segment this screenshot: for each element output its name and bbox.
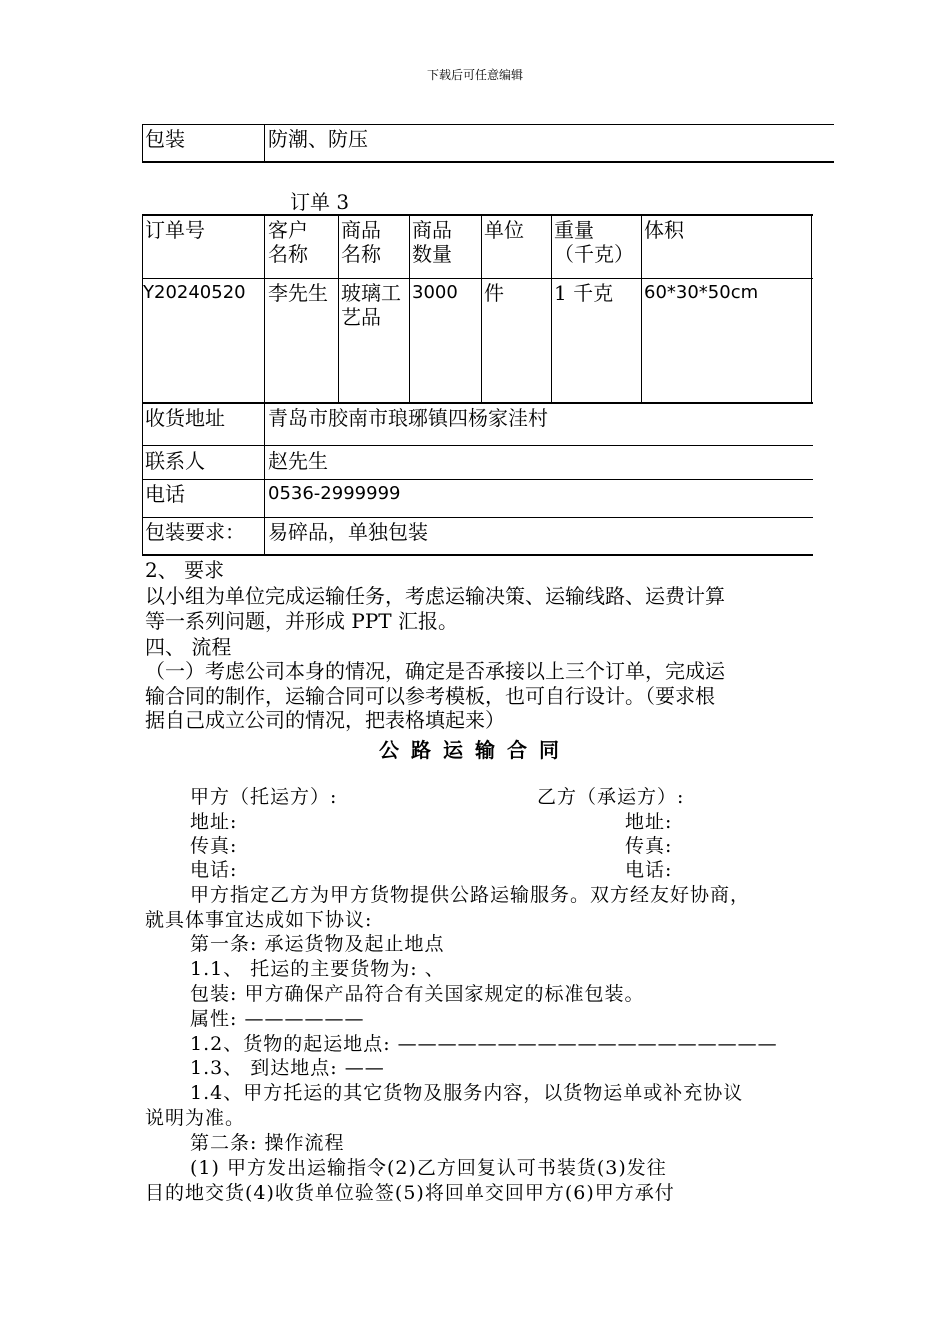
flow-steps-1: (1) 甲方发出运输指令(2)乙方回复认可书装货(3)发往: [190, 1157, 667, 1179]
contact-label: 联系人: [145, 449, 205, 473]
flow-text-1: （一）考虑公司本身的情况，确定是否承接以上三个订单，完成运: [145, 659, 725, 683]
article-1-heading: 第一条: 承运货物及起止地点: [190, 933, 445, 955]
order-caption: 订单 3: [290, 190, 350, 214]
packaging-value: 防潮、防压: [268, 127, 368, 151]
cell-customer: 李先生: [268, 281, 328, 305]
cell-weight: 1 千克: [554, 281, 614, 305]
clause-1-2: 1.2、货物的起运地点: ———————————————————: [190, 1033, 778, 1055]
contract-intro-1: 甲方指定乙方为甲方货物提供公路运输服务。双方经友好协商，: [190, 884, 751, 906]
cell-quantity: 3000: [412, 282, 458, 303]
cell-volume: 60*30*50cm: [644, 282, 759, 303]
requirements-text-1: 以小组为单位完成运输任务，考虑运输决策、运输线路、运费计算: [145, 584, 725, 608]
col-weight: 重量 （千克）: [554, 218, 634, 266]
clause-1-4-a: 1.4、甲方托运的其它货物及服务内容，以货物运单或补充协议: [190, 1082, 744, 1104]
requirements-text-2: 等一系列问题，并形成 PPT 汇报。: [145, 609, 458, 633]
party-b-label: 乙方（承运方）:: [537, 786, 685, 808]
phone-value: 0536-2999999: [268, 483, 401, 504]
packaging-clause: 包装: 甲方确保产品符合有关国家规定的标准包装。: [190, 983, 645, 1005]
article-2-heading: 第二条: 操作流程: [190, 1132, 345, 1154]
flow-text-2: 输合同的制作，运输合同可以参考模板，也可自行设计。（要求根: [145, 684, 715, 708]
contract-intro-2: 就具体事宜达成如下协议:: [145, 909, 373, 931]
clause-1-4-b: 说明为准。: [145, 1107, 246, 1129]
flow-text-3: 据自己成立公司的情况，把表格填起来）: [145, 708, 505, 732]
party-b-fax: 传真:: [625, 835, 673, 857]
clause-1-3: 1.3、 到达地点: ——: [190, 1057, 385, 1079]
party-a-label: 甲方（托运方）:: [190, 786, 338, 808]
col-quantity: 商品 数量: [412, 218, 452, 266]
phone-label: 电话: [145, 482, 185, 506]
address-label: 收货地址: [145, 406, 225, 430]
clause-1-1: 1.1、 托运的主要货物为: 、: [190, 958, 445, 980]
col-volume: 体积: [644, 218, 684, 242]
col-customer: 客户 名称: [268, 218, 308, 266]
contact-value: 赵先生: [268, 449, 328, 473]
party-b-phone: 电话:: [625, 859, 673, 881]
packaging-label: 包装: [145, 127, 185, 151]
col-product: 商品 名称: [341, 218, 381, 266]
cell-order-no: Y20240520: [143, 282, 246, 303]
contract-title: 公路运输合同: [379, 738, 571, 762]
flow-heading: 四、 流程: [145, 635, 232, 659]
attribute-clause: 属性: ——————: [190, 1008, 365, 1030]
requirements-heading: 2、 要求: [145, 558, 225, 582]
pack-req-value: 易碎品，单独包装: [268, 520, 428, 544]
pack-req-label: 包装要求：: [145, 520, 245, 544]
party-a-address: 地址:: [190, 811, 238, 833]
party-a-phone: 电话:: [190, 859, 238, 881]
party-b-address: 地址:: [625, 811, 673, 833]
party-a-fax: 传真:: [190, 835, 238, 857]
col-order-no: 订单号: [145, 218, 205, 242]
col-unit: 单位: [484, 218, 524, 242]
cell-product: 玻璃工 艺品: [341, 281, 401, 329]
address-value: 青岛市胶南市琅琊镇四杨家洼村: [268, 406, 548, 430]
flow-steps-2: 目的地交货(4)收货单位验签(5)将回单交回甲方(6)甲方承付: [145, 1182, 675, 1204]
page-header: 下载后可任意编辑: [426, 68, 523, 82]
cell-unit: 件: [484, 281, 504, 305]
